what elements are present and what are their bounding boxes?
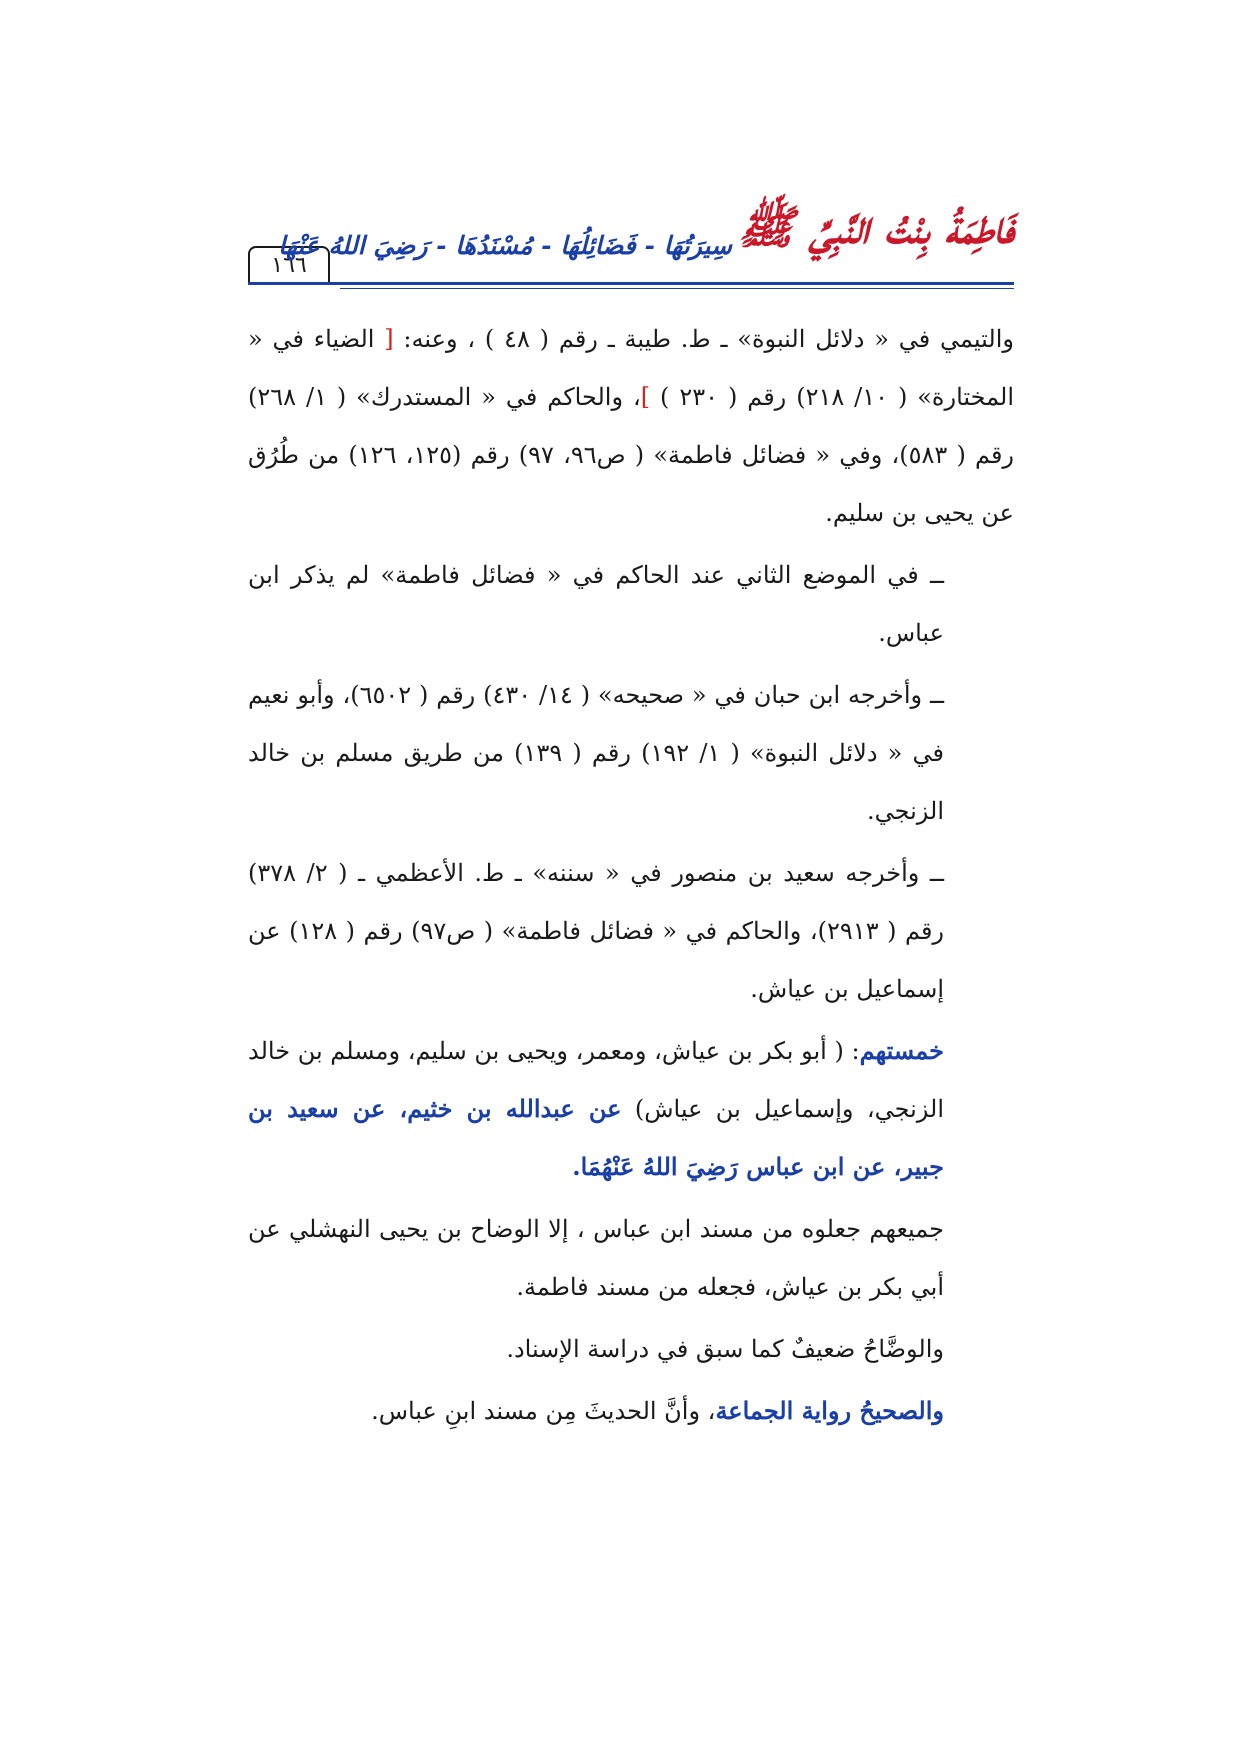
paragraph-3: ــ وأخرجه ابن حبان في « صحيحه» ( ١٤/ ٤٣٠) رقم ( ٦٥٠٢)، وأبو نعيم في « دلائل النبوة» ( ١/ ١٩٢) رقم ( ١٣٩) من طريق مسلم بن خالد الزنجي. xyxy=(248,681,945,825)
header-rule xyxy=(248,282,1014,285)
book-title-main: فَاطِمَةُ بِنْتُ النَّبِيِّ ﷺ xyxy=(738,200,1014,254)
page-number: ١٦٦ xyxy=(248,246,330,284)
paragraph-7: والوضَّاحُ ضعيفٌ كما سبق في دراسة الإسناد. xyxy=(506,1335,944,1363)
book-title xyxy=(278,196,1014,266)
paragraph-1: والتيمي في « دلائل النبوة» ـ ط. طيبة ـ رقم ( ٤٨ ) ، وعنه: [ الضياء في « المختارة» ( ١٠/ ٢١٨) رقم ( ٢٣٠ ) ]، والحاكم في « المستدرك» ( ١/ ٢٦٨) رقم ( ٥٨٣)، وفي « فضائل فاطمة» ( ص٩٦، ٩٧) رقم (١٢٥، ١٢٦) من طُرُق عن يحيى بن سليم. xyxy=(248,325,1015,527)
paragraph-6: جميعهم جعلوه من مسند ابن عباس ، إلا الوضاح بن يحيى النهشلي عن أبي بكر بن عياش، فجعله من مسند فاطمة. xyxy=(248,1215,944,1301)
header-rule-thin xyxy=(340,288,1014,289)
paragraph-8: والصحيحُ رواية الجماعة، وأنَّ الحديثَ مِن مسند ابنِ عباس. xyxy=(371,1396,944,1425)
book-title-subtitle: سِيرَتُهَا - فَضَائِلُهَا - مُسْنَدُهَا - رَضِيَ اللهُ عَنْهَا xyxy=(278,231,732,260)
page-body xyxy=(248,310,1014,1444)
paragraph-2: ــ في الموضع الثاني عند الحاكم في « فضائل فاطمة» لم يذكر ابن عباس. xyxy=(248,561,944,647)
paragraph-5: خمستهم: ( أبو بكر بن عياش، ومعمر، ويحيى بن سليم، ومسلم بن خالد الزنجي، وإسماعيل بن عياش) عن عبدالله بن خثيم، عن سعيد بن جبير، عن ابن عباس رَضِيَ اللهُ عَنْهُمَا. xyxy=(248,1036,945,1181)
paragraph-4: ــ وأخرجه سعيد بن منصور في « سننه» ـ ط. الأعظمي ـ ( ٢/ ٣٧٨) رقم ( ٢٩١٣)، والحاكم في « فضائل فاطمة» ( ص٩٧) رقم ( ١٢٨) عن إسماعيل بن عياش. xyxy=(248,859,945,1003)
page-header xyxy=(248,196,1014,286)
